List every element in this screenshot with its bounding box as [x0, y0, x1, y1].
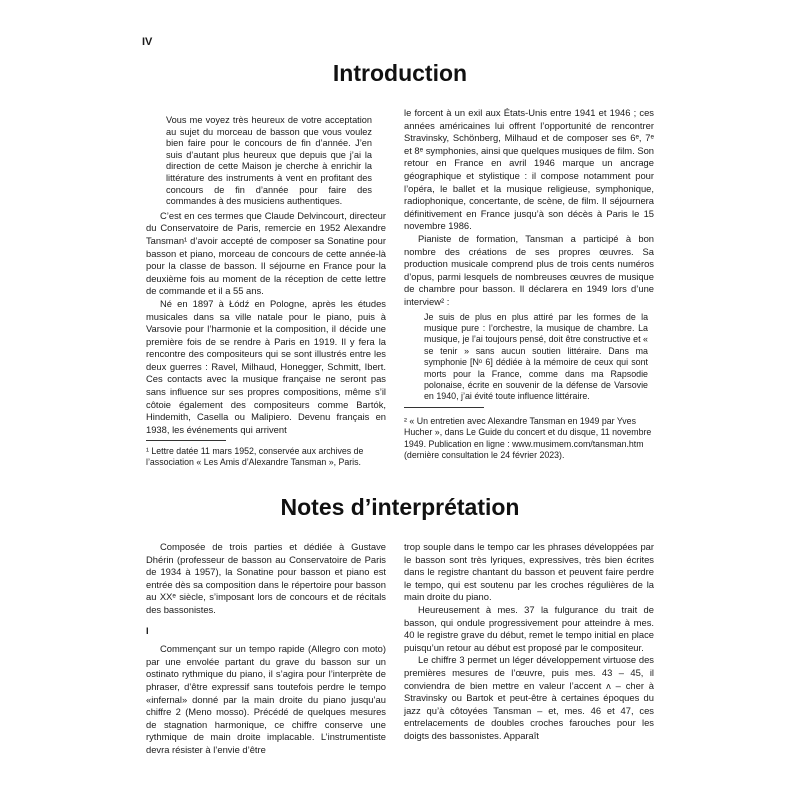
- intro-lead-quote: Vous me voyez très heureux de votre acceptation au sujet du morceau de basson que vous voulez bien faire pour le concours de fin d’année. J’en suis d’autant plus heureux que depuis que j’ai la direction de cette Maison je cherche à enrichir la littérature des instruments à vent en profitant des concours de fin d’année pour faire des commandes à des musiciens authentiques.: [166, 115, 372, 207]
- intro-paragraph-1: C’est en ces termes que Claude Delvincourt, directeur du Conservatoire de Paris, remercie en 1952 Alexandre Tansman¹ d’avoir accepté de composer sa Sonatine pour basson et piano, morceau de concours de cette année-là pour la classe de basson. Il séjourne en France pour la deuxième fois au moment de la réception de cette lettre de commande et il a 55 ans.: [146, 209, 386, 297]
- footnote-rule-left: [146, 440, 226, 441]
- notes-paragraph-3: trop souple dans le tempo car les phrases développées par le basson sont très lyriques, expressives, très bien écrites dans le registre chantant du basson et peuvent faire perdre le tempo, qui est soutenu par les croches régulières de la main droite du piano.: [404, 541, 654, 603]
- intro-column-right: [404, 107, 654, 403]
- intro-paragraph-4: Pianiste de formation, Tansman a participé à bon nombre des créations de ses propres œuvres. Sa production musicale comprend plus de trois cents numéros d’opus, parmi lesquels de nombreuses œuvres de musique de chambre pour basson. Il déclarera en 1949 lors d’une interview² :: [404, 232, 654, 307]
- introduction-title: Introduction: [332, 60, 468, 86]
- footnote-2: ² « Un entretien avec Alexandre Tansman en 1949 par Yves Hucher », dans Le Guide du concert et du disque, 11 novembre 1949. Publication en ligne : www.musimem.com/tansman.htm (dernière consultation le 24 février 2023).: [404, 416, 652, 461]
- footnote-rule-right: [404, 407, 484, 408]
- intro-interview-quote: Je suis de plus en plus attiré par les formes de la musique pure : l’orchestre, la musique de chambre. La musique, je l’ai toujours pensé, doit être constructive et « se tenir » sans aucun soutien littéraire. Dans ma symphonie [Nᵒ 6] dédiée à la mémoire de ceux qui sont morts pour la France, comme dans ma Rapsodie polonaise, écrite en souvenir de la défense de Varsovie en 1940, j’ai évité toute influence littéraire.: [424, 311, 648, 402]
- intro-paragraph-2: Né en 1897 à Łódź en Pologne, après les études musicales dans sa ville natale pour le piano, puis à Varsovie pour l’harmonie et la composition, il décide une première fois de se rendre à Paris en 1919. Il y fera la rencontre des compositeurs qui se sont illustrés entre les deux guerres : Ravel, Milhaud, Honegger, Schmitt, Ibert. Ces contacts avec la musique française ne seront pas sans influence sur ses propres compositions, même s’il côtoie également des compositeurs comme Bartók, Hindemith, Casella ou Malipiero. Devenu français en 1938, les événements qui arrivent: [146, 297, 386, 435]
- notes-paragraph-2: Commençant sur un tempo rapide (Allegro con moto) par une envolée partant du grave du basson sur un ostinato rythmique du piano, il s’agira pour l’interprète de phraser, d’être expressif sans toutefois perdre le tempo «infernal» donné par la main droite du piano jusqu’au chiffre 2 (Meno mosso). Précédé de quelques mesures de stagnation harmonique, ce chiffre conserve une rythmique de main droite implacable. L’instrumentiste devra résister à l’envie d’être: [146, 643, 386, 755]
- notes-column-right: [404, 541, 654, 743]
- notes-paragraph-4: Heureusement à mes. 37 la fulgurance du trait de basson, qui ondule progressivement pour atteindre à mes. 40 le registre grave du début, remet le tempo initial en place puisqu’un retour au début est proposé par le compositeur.: [404, 603, 654, 653]
- intro-column-left: [146, 115, 386, 436]
- notes-column-left: [146, 541, 386, 757]
- notes-paragraph-1: Composée de trois parties et dédiée à Gustave Dhérin (professeur de basson au Conservatoire de Paris de 1934 à 1957), la Sonatine pour basson et piano est entrée dès sa composition dans le répertoire pour basson au XXᵉ siècle, s’imposant lors de concours et de récitals des bassonistes.: [146, 541, 386, 615]
- footnote-1: ¹ Lettre datée 11 mars 1952, conservée aux archives de l’association « Les Amis d’Alexandre Tansman », Paris.: [146, 446, 364, 468]
- notes-paragraph-5: Le chiffre 3 permet un léger développement virtuose des premières mesures de l’œuvre, puis mes. 43 – 45, il conviendra de bien mettre en valeur l’accent ʌ – cher à Stravinsky ou Bartok et peut-être à certaines époques du jazz qu’à côtoyées Tansman – et, mes. 46 et 47, ces entrelacements de doubles croches farouches pour les doigts des bassonistes. Apparaît: [404, 654, 654, 741]
- notes-section-heading: I: [146, 624, 149, 636]
- intro-paragraph-3: le forcent à un exil aux États-Unis entre 1941 et 1946 ; ces années américaines lui offrent l’opportunité de rencontrer Stravinsky, Schönberg, Milhaud et de composer ses 6ᵉ, 7ᵉ et 8ᵉ symphonies, ainsi que quelques musiques de film. Son retour en France en avril 1946 marque un ancrage géographique et stylistique : il compose notamment pour l’opéra, le ballet et la musique religieuse, symphonique, radiophonique, concertante, de scène, de film. Il séjournera définitivement en France jusqu’à son décès à Paris le 15 novembre 1986.: [404, 107, 654, 232]
- notes-title: Notes d’interprétation: [280, 494, 520, 520]
- page-number: IV: [142, 36, 153, 48]
